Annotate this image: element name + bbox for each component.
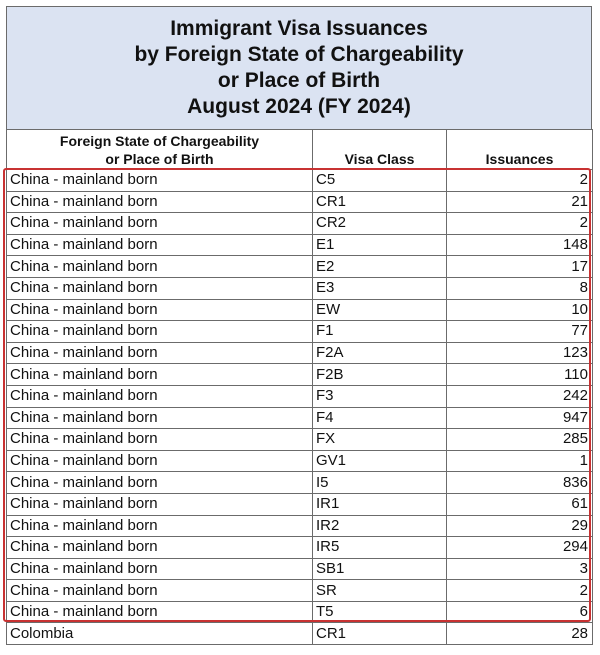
cell-issuances: 285 — [447, 429, 593, 451]
table-row — [7, 537, 593, 559]
cell-state: China - mainland born — [7, 170, 313, 192]
table-row — [7, 256, 593, 278]
cell-issuances: 28 — [447, 623, 593, 645]
cell-state: China - mainland born — [7, 580, 313, 602]
cell-visa-class: SB1 — [313, 558, 447, 580]
cell-visa-class: SR — [313, 580, 447, 602]
cell-visa-class: F3 — [313, 385, 447, 407]
cell-state: China - mainland born — [7, 515, 313, 537]
table-row — [7, 601, 593, 623]
cell-visa-class: E2 — [313, 256, 447, 278]
cell-visa-class: F2B — [313, 364, 447, 386]
cell-visa-class: EW — [313, 299, 447, 321]
column-header-visa-class: Visa Class — [313, 130, 447, 170]
cell-visa-class: IR1 — [313, 493, 447, 515]
cell-visa-class: F1 — [313, 321, 447, 343]
cell-visa-class: CR1 — [313, 191, 447, 213]
table-row — [7, 213, 593, 235]
column-header-state-line-2: or Place of Birth — [105, 151, 214, 167]
report-title-line-1: Immigrant Visa Issuances — [170, 17, 428, 40]
cell-state: China - mainland born — [7, 493, 313, 515]
cell-issuances: 29 — [447, 515, 593, 537]
report-title-line-2: by Foreign State of Chargeability — [134, 43, 464, 66]
cell-issuances: 3 — [447, 558, 593, 580]
cell-state: China - mainland born — [7, 342, 313, 364]
cell-issuances: 8 — [447, 277, 593, 299]
cell-issuances: 836 — [447, 472, 593, 494]
cell-visa-class: T5 — [313, 601, 447, 623]
cell-issuances: 17 — [447, 256, 593, 278]
cell-issuances: 77 — [447, 321, 593, 343]
table-row — [7, 364, 593, 386]
issuance-table — [6, 129, 593, 645]
table-row — [7, 580, 593, 602]
cell-issuances: 242 — [447, 385, 593, 407]
table-row — [7, 472, 593, 494]
cell-state: China - mainland born — [7, 472, 313, 494]
table-row — [7, 299, 593, 321]
report-title-line-4: August 2024 (FY 2024) — [187, 95, 411, 118]
cell-visa-class: IR2 — [313, 515, 447, 537]
cell-visa-class: F2A — [313, 342, 447, 364]
cell-issuances: 2 — [447, 170, 593, 192]
cell-state: China - mainland born — [7, 277, 313, 299]
cell-issuances: 6 — [447, 601, 593, 623]
table-row — [7, 558, 593, 580]
cell-state: China - mainland born — [7, 385, 313, 407]
report-title-block — [6, 6, 592, 129]
cell-visa-class: F4 — [313, 407, 447, 429]
cell-state: China - mainland born — [7, 601, 313, 623]
table-row — [7, 234, 593, 256]
cell-issuances: 10 — [447, 299, 593, 321]
cell-state: China - mainland born — [7, 321, 313, 343]
table-row — [7, 385, 593, 407]
column-header-state-line-1: Foreign State of Chargeability — [59, 133, 260, 149]
cell-state: China - mainland born — [7, 234, 313, 256]
table-row — [7, 321, 593, 343]
table-row — [7, 407, 593, 429]
cell-state: China - mainland born — [7, 429, 313, 451]
cell-issuances: 2 — [447, 580, 593, 602]
cell-issuances: 123 — [447, 342, 593, 364]
table-row — [7, 342, 593, 364]
cell-visa-class: CR1 — [313, 623, 447, 645]
cell-state: China - mainland born — [7, 537, 313, 559]
table-row — [7, 429, 593, 451]
table-header-row — [7, 130, 593, 170]
cell-state: China - mainland born — [7, 213, 313, 235]
cell-visa-class: E1 — [313, 234, 447, 256]
cell-state: China - mainland born — [7, 558, 313, 580]
cell-issuances: 110 — [447, 364, 593, 386]
table-row — [7, 277, 593, 299]
cell-state: Colombia — [7, 623, 313, 645]
cell-state: China - mainland born — [7, 299, 313, 321]
table-row — [7, 623, 593, 645]
cell-visa-class: GV1 — [313, 450, 447, 472]
cell-visa-class: C5 — [313, 170, 447, 192]
column-header-state — [7, 130, 313, 170]
table-row — [7, 191, 593, 213]
table-row — [7, 515, 593, 537]
table-row — [7, 170, 593, 192]
column-header-issuances: Issuances — [447, 130, 593, 170]
cell-issuances: 947 — [447, 407, 593, 429]
table-row — [7, 450, 593, 472]
cell-visa-class: IR5 — [313, 537, 447, 559]
table-row — [7, 493, 593, 515]
cell-visa-class: I5 — [313, 472, 447, 494]
cell-issuances: 148 — [447, 234, 593, 256]
cell-state: China - mainland born — [7, 191, 313, 213]
cell-visa-class: FX — [313, 429, 447, 451]
visa-issuance-sheet — [6, 6, 592, 645]
cell-state: China - mainland born — [7, 450, 313, 472]
cell-issuances: 2 — [447, 213, 593, 235]
cell-issuances: 21 — [447, 191, 593, 213]
cell-state: China - mainland born — [7, 407, 313, 429]
report-title-line-3: or Place of Birth — [217, 69, 381, 92]
cell-issuances: 61 — [447, 493, 593, 515]
cell-issuances: 294 — [447, 537, 593, 559]
cell-state: China - mainland born — [7, 364, 313, 386]
cell-state: China - mainland born — [7, 256, 313, 278]
cell-visa-class: CR2 — [313, 213, 447, 235]
cell-issuances: 1 — [447, 450, 593, 472]
cell-visa-class: E3 — [313, 277, 447, 299]
